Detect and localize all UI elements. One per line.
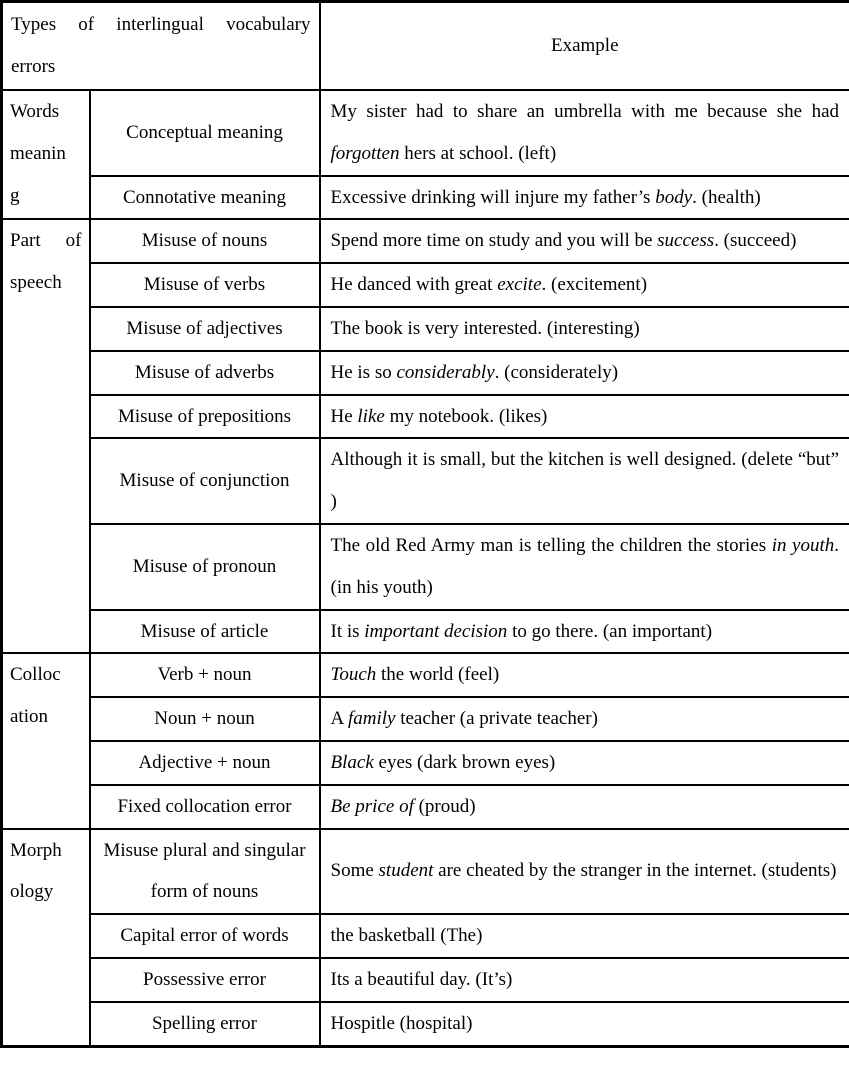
error-type-cell: Capital error of words bbox=[90, 914, 320, 958]
table-row bbox=[2, 829, 849, 915]
table-body bbox=[2, 2, 849, 1047]
table-row bbox=[2, 958, 849, 1002]
error-type-cell: Misuse of prepositions bbox=[90, 395, 320, 439]
header-types-line-1: Types of interlingual vocabulary bbox=[11, 14, 311, 36]
error-type-cell: Connotative meaning bbox=[90, 176, 320, 220]
example-cell bbox=[320, 263, 849, 307]
example-cell bbox=[320, 914, 849, 958]
example-italic-segment: like bbox=[357, 405, 385, 427]
error-type-cell: Fixed collocation error bbox=[90, 785, 320, 829]
example-text-segment: . (considerately) bbox=[494, 361, 619, 383]
example-text-segment: . (in his youth) bbox=[330, 534, 839, 598]
error-type-cell: Spelling error bbox=[90, 1002, 320, 1046]
table-row bbox=[2, 263, 849, 307]
table-row bbox=[2, 395, 849, 439]
table-row bbox=[2, 351, 849, 395]
table-row bbox=[2, 524, 849, 610]
category-cell bbox=[2, 219, 90, 653]
example-text-segment: Hospitle (hospital) bbox=[330, 1012, 473, 1034]
example-text-segment: Spend more time on study and you will be bbox=[330, 230, 658, 252]
category-cell bbox=[2, 90, 90, 219]
example-text-segment: . (succeed) bbox=[714, 230, 797, 252]
example-cell bbox=[320, 524, 849, 610]
example-italic-segment: considerably bbox=[396, 361, 495, 383]
example-italic-segment: important decision bbox=[364, 620, 508, 642]
example-italic-segment: body bbox=[655, 186, 693, 208]
example-italic-segment: Be price of bbox=[330, 795, 419, 817]
example-text-segment: Excessive drinking will injure my father’s bbox=[330, 186, 656, 208]
table-row bbox=[2, 307, 849, 351]
category-line: g bbox=[10, 184, 20, 206]
example-text-segment: A bbox=[330, 708, 348, 730]
example-cell bbox=[320, 958, 849, 1002]
header-example-cell: Example bbox=[320, 2, 849, 91]
example-text-segment: (proud) bbox=[418, 795, 476, 817]
category-line: meanin bbox=[10, 142, 66, 164]
table-row bbox=[2, 90, 849, 176]
error-type-cell: Misuse of pronoun bbox=[90, 524, 320, 610]
table-row bbox=[2, 741, 849, 785]
example-italic-segment: Black bbox=[330, 751, 374, 773]
example-italic-segment: forgotten bbox=[330, 142, 400, 164]
header-types-cell bbox=[2, 2, 320, 91]
error-type-cell: Misuse of nouns bbox=[90, 219, 320, 263]
example-text-segment: are cheated by the stranger in the internet. (students) bbox=[433, 860, 837, 882]
example-cell bbox=[320, 653, 849, 697]
example-text-segment: to go there. (an important) bbox=[507, 620, 713, 642]
table-row bbox=[2, 1002, 849, 1046]
error-type-cell: Misuse of conjunction bbox=[90, 438, 320, 524]
example-text-segment: . (health) bbox=[692, 186, 761, 208]
header-types-line-2: errors bbox=[11, 56, 56, 77]
example-text-segment: eyes (dark brown eyes) bbox=[373, 751, 556, 773]
table-row bbox=[2, 697, 849, 741]
example-text-segment: . (excitement) bbox=[541, 274, 648, 296]
example-cell bbox=[320, 176, 849, 220]
error-type-cell: Misuse of article bbox=[90, 610, 320, 654]
example-text-segment: the basketball (The) bbox=[330, 925, 483, 947]
example-cell bbox=[320, 395, 849, 439]
table-row bbox=[2, 610, 849, 654]
example-cell bbox=[320, 741, 849, 785]
example-text-segment: teacher (a private teacher) bbox=[395, 708, 598, 730]
table-row bbox=[2, 219, 849, 263]
table-row bbox=[2, 785, 849, 829]
example-text-segment: It is bbox=[330, 620, 365, 642]
example-cell bbox=[320, 829, 849, 915]
example-text-segment: He bbox=[330, 405, 358, 427]
example-cell bbox=[320, 219, 849, 263]
category-line: Morph bbox=[10, 839, 62, 861]
category-line: Words bbox=[10, 101, 60, 122]
example-cell bbox=[320, 307, 849, 351]
category-cell bbox=[2, 829, 90, 1046]
example-italic-segment: in youth bbox=[771, 534, 835, 556]
example-text-segment: the world (feel) bbox=[376, 664, 500, 686]
table-row bbox=[2, 176, 849, 220]
error-type-cell: Misuse of adverbs bbox=[90, 351, 320, 395]
category-line: ology bbox=[10, 881, 54, 903]
example-italic-segment: Touch bbox=[330, 664, 377, 686]
category-cell bbox=[2, 653, 90, 828]
example-cell bbox=[320, 785, 849, 829]
error-type-cell: Noun + noun bbox=[90, 697, 320, 741]
example-italic-segment: excite bbox=[497, 274, 542, 296]
example-italic-segment: family bbox=[347, 708, 396, 730]
error-type-cell: Adjective + noun bbox=[90, 741, 320, 785]
example-cell bbox=[320, 1002, 849, 1046]
error-type-cell: Misuse of verbs bbox=[90, 263, 320, 307]
category-line: Part of bbox=[10, 230, 82, 252]
example-cell bbox=[320, 90, 849, 176]
table-row bbox=[2, 914, 849, 958]
example-text-segment: hers at school. (left) bbox=[399, 142, 557, 164]
error-type-cell: Conceptual meaning bbox=[90, 90, 320, 176]
example-text-segment: Its a beautiful day. (It’s) bbox=[330, 968, 513, 990]
category-line: Colloc bbox=[10, 664, 61, 686]
error-type-cell: Possessive error bbox=[90, 958, 320, 1002]
example-text-segment: Although it is small, but the kitchen is well designed. (delete “but” ) bbox=[330, 449, 839, 513]
category-line: ation bbox=[10, 706, 48, 728]
example-italic-segment: success bbox=[657, 230, 715, 252]
example-cell bbox=[320, 697, 849, 741]
error-type-cell: Misuse of adjectives bbox=[90, 307, 320, 351]
example-cell bbox=[320, 610, 849, 654]
example-text-segment: He is so bbox=[330, 361, 397, 383]
example-cell bbox=[320, 438, 849, 524]
example-cell bbox=[320, 351, 849, 395]
header-row bbox=[2, 2, 849, 91]
table-row bbox=[2, 438, 849, 524]
error-type-cell: Verb + noun bbox=[90, 653, 320, 697]
category-line: speech bbox=[10, 272, 62, 294]
example-text-segment: The book is very interested. (interesting) bbox=[330, 317, 640, 339]
example-text-segment: my notebook. (likes) bbox=[384, 405, 548, 427]
example-text-segment: The old Red Army man is telling the children the stories bbox=[330, 534, 772, 556]
example-text-segment: He danced with great bbox=[330, 274, 498, 296]
example-text-segment: My sister had to share an umbrella with me because she had bbox=[330, 101, 839, 122]
error-type-cell: Misuse plural and singular form of nouns bbox=[90, 829, 320, 915]
example-text-segment: Some bbox=[330, 860, 379, 882]
table-row bbox=[2, 653, 849, 697]
example-italic-segment: student bbox=[378, 860, 434, 882]
